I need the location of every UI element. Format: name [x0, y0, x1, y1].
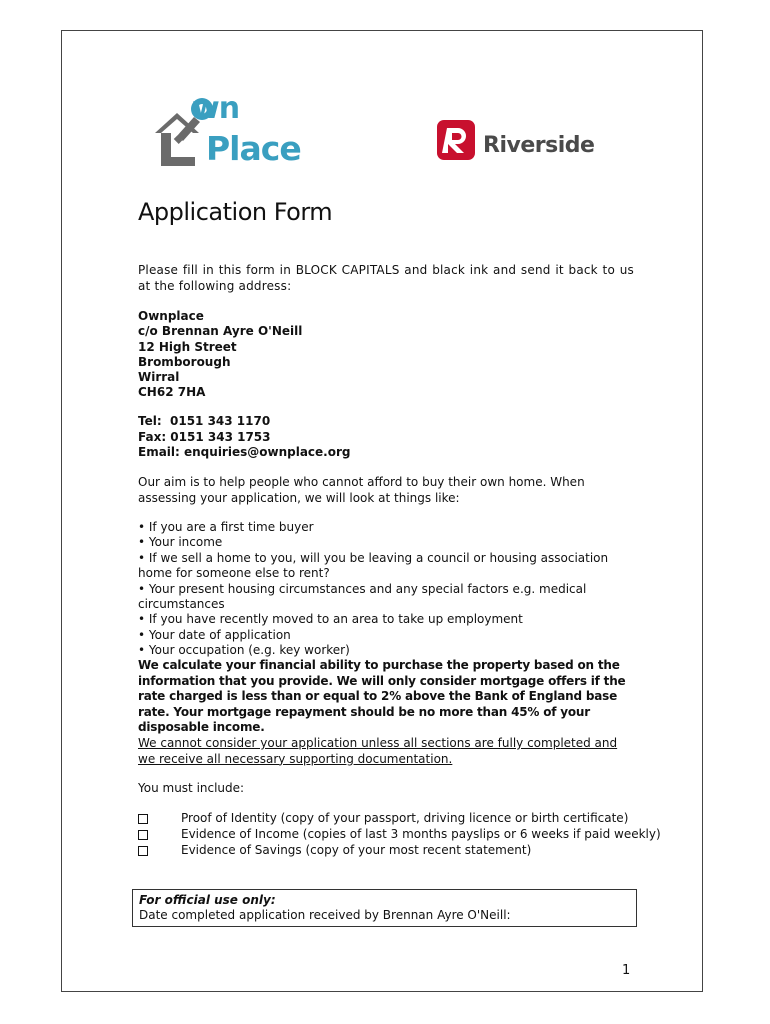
riverside-r-icon: [437, 120, 475, 160]
contact-details: [138, 414, 634, 461]
contact-fax: Fax: 0151 343 1753: [138, 429, 271, 444]
contact-email: Email: enquiries@ownplace.org: [138, 445, 351, 459]
list-item: • Your occupation (e.g. key worker): [138, 643, 350, 658]
page-title: Application Form: [138, 198, 333, 226]
postal-address: [138, 309, 634, 401]
completion-requirement-note: We cannot consider your application unless all sections are fully completed and we receive all necessary supporting documentation.: [138, 736, 618, 766]
aim-paragraph: Our aim is to help people who cannot afford to buy their own home. When assessing your application, we will look at things like:: [138, 475, 585, 505]
checklist-label: Proof of Identity (copy of your passport, driving licence or birth certificate): [181, 811, 629, 825]
address-line: Ownplace: [138, 309, 204, 323]
financial-ability-paragraph: We calculate your financial ability to purchase the property based on the information that you provide. We will only consider mortgage offers if the rate charged is less than or equal to 2% above the Bank of England base rate. Your mortgage repayment should be no more than 45% of your disposable income.: [138, 658, 626, 734]
checklist-item: [138, 843, 628, 859]
criteria-list: [138, 520, 634, 659]
checkbox[interactable]: [138, 830, 148, 840]
must-include-label: You must include:: [138, 781, 245, 795]
address-line: c/o Brennan Ayre O'Neill: [138, 324, 303, 339]
address-line: CH62 7HA: [138, 385, 206, 400]
official-use-heading: For official use only:: [139, 893, 276, 907]
checkbox[interactable]: [138, 814, 148, 824]
address-line: Bromborough: [138, 354, 231, 369]
list-item: • Your income: [138, 535, 223, 550]
riverside-wordmark: Riverside: [483, 133, 595, 158]
contact-tel: Tel: 0151 343 1170: [138, 414, 271, 428]
page-number: 1: [622, 963, 631, 978]
ownplace-logo-line2: Place: [206, 129, 301, 168]
list-item: • Your date of application: [138, 627, 291, 642]
checklist-label: Evidence of Savings (copy of your most recent statement): [181, 843, 532, 857]
checklist-label: Evidence of Income (copies of last 3 months payslips or 6 weeks if paid weekly): [181, 827, 661, 841]
received-date-field[interactable]: Date completed application received by Brennan Ayre O'Neill:: [139, 908, 511, 922]
list-item: • Your present housing circumstances and any special factors e.g. medical circumstances: [138, 581, 587, 612]
checklist-item: [138, 827, 661, 843]
document-checklist: [138, 811, 661, 859]
checkbox[interactable]: [138, 846, 148, 856]
address-line: Wirral: [138, 370, 180, 385]
checklist-item: [138, 811, 628, 827]
ownplace-logo: [153, 91, 305, 170]
ownplace-logo-line1: wn: [192, 91, 240, 126]
list-item: • If you have recently moved to an area to take up employment: [138, 612, 523, 627]
list-item: • If you are a first time buyer: [138, 520, 314, 534]
riverside-logo: [437, 120, 597, 164]
address-line: 12 High Street: [138, 339, 237, 354]
list-item: • If we sell a home to you, will you be leaving a council or housing association home for someone else to rent?: [138, 550, 609, 581]
official-use-box: [132, 889, 637, 927]
intro-paragraph: Please fill in this form in BLOCK CAPITALS and black ink and send it back to us at the following address:: [138, 263, 634, 293]
